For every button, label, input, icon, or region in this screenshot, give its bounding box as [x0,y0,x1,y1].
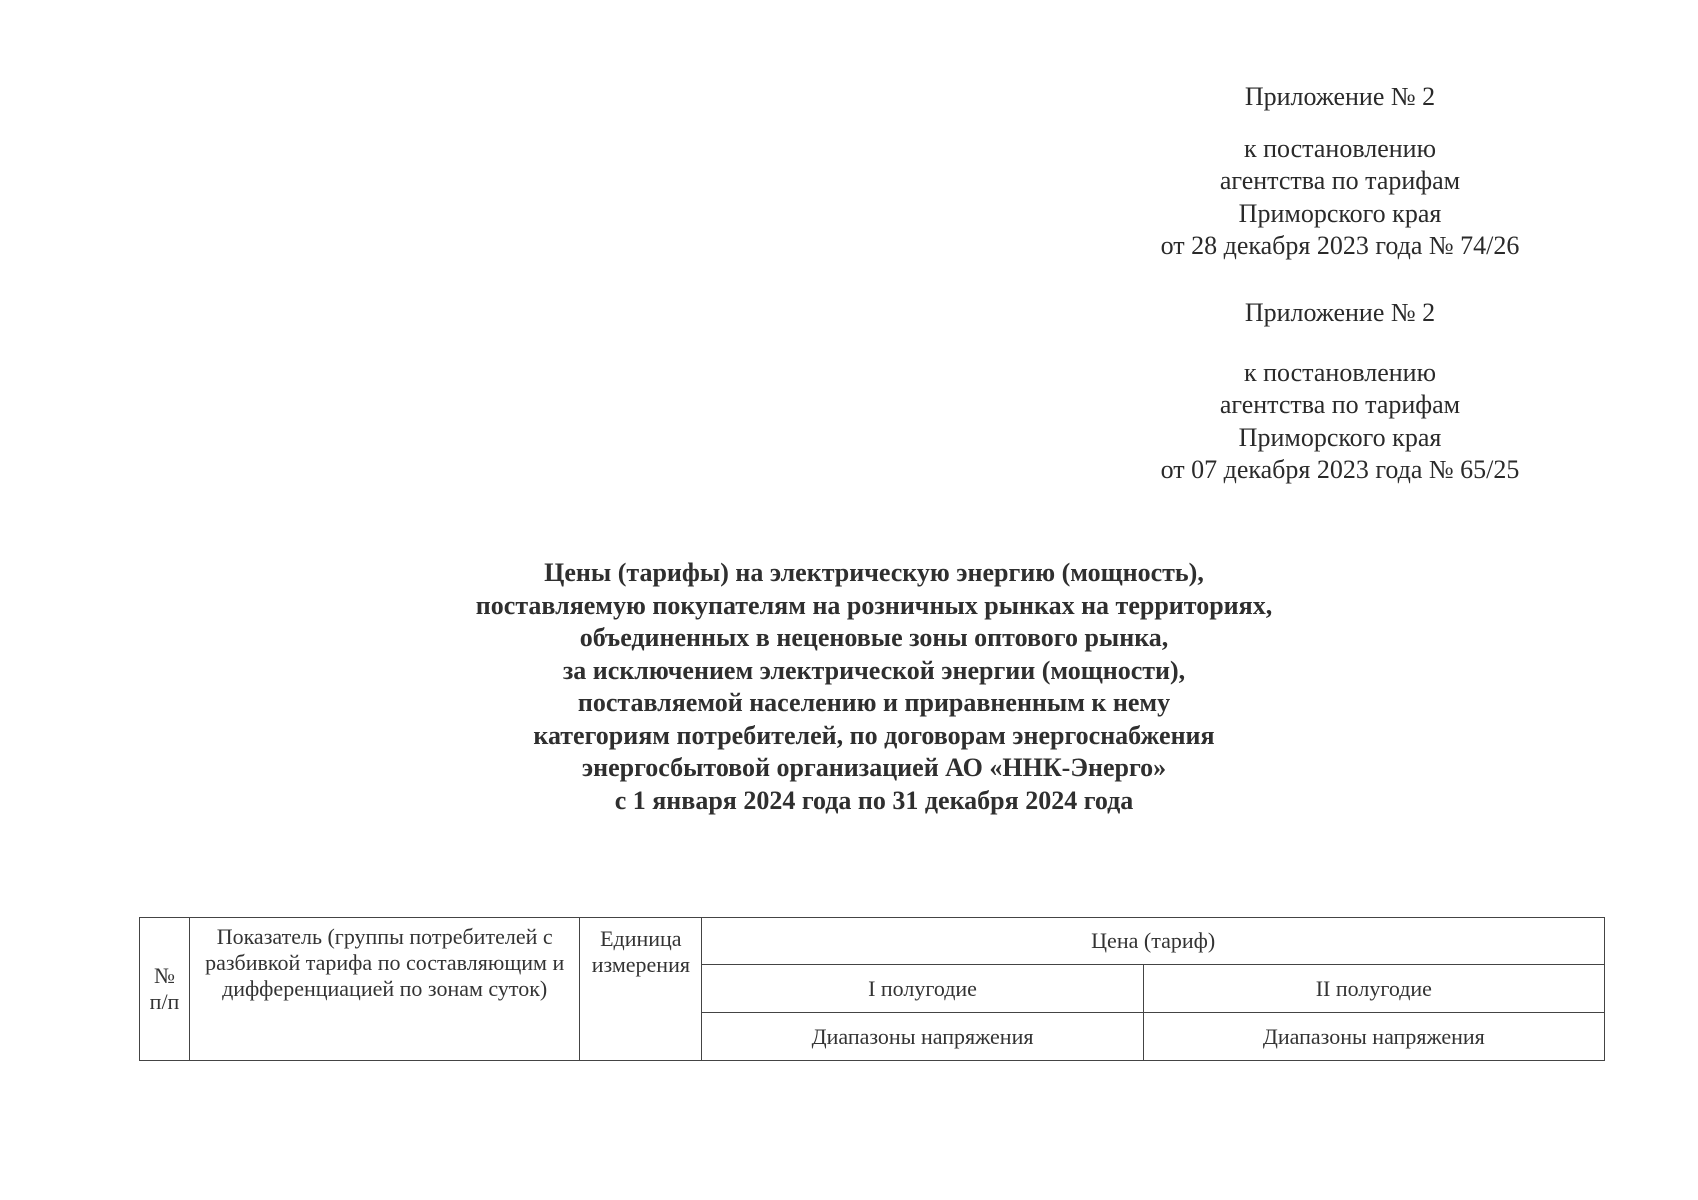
annex-line: Приморского края [1238,422,1442,452]
table-header-row [140,918,1605,965]
header-indicator-label: Показатель (группы потребителей с разбивкой тарифа по составляющим и дифференциацией по зонам суток) [205,924,565,1001]
annex-title: Приложение № 2 [1244,82,1436,111]
header-half-year-1 [702,965,1143,1013]
document-title-line: Цены (тарифы) на электрическую энергию (мощность), [544,558,1204,587]
annex-line: к постановлению [1243,357,1437,387]
header-voltage-ranges-1-label: Диапазоны напряжения [811,1023,1034,1049]
document-title-line: с 1 января 2024 года по 31 декабря 2024 года [614,785,1134,815]
tariff-table [139,917,1605,1061]
header-voltage-ranges-2 [1143,1013,1604,1061]
annex-reference-current [1090,81,1590,263]
annex-title: Приложение № 2 [1244,298,1436,327]
document-title-line: поставляемую покупателям на розничных рынках на территориях, [475,590,1273,620]
annex-line: агентства по тарифам [1219,166,1461,195]
header-indicator [190,918,580,1061]
annex-line: к постановлению [1243,133,1437,163]
document-title-line: категориям потребителей, по договорам энергоснабжения [533,720,1215,750]
document-title-line: объединенных в неценовые зоны оптового рынка, [579,623,1169,652]
header-unit-label: Единица измерения [591,926,690,977]
header-unit [580,918,702,1061]
header-row-number-label: № п/п [149,963,180,1014]
annex-date-number: от 28 декабря 2023 года № 74/26 [1160,231,1520,260]
annex-line: агентства по тарифам [1219,390,1461,419]
header-price-label: Цена (тариф) [1091,928,1216,953]
document-title-line: за исключением электрической энергии (мощности), [562,655,1186,685]
annex-date-number: от 07 декабря 2023 года № 65/25 [1160,455,1520,484]
document-title-line: поставляемой населению и приравненным к нему [577,688,1171,717]
document-title [349,557,1399,817]
annex-reference-original [1090,297,1590,487]
header-half-year-1-label: I полугодие [868,975,977,1001]
document-title-line: энергосбытовой организацией АО «ННК-Энерго» [581,753,1167,782]
header-half-year-2-label: II полугодие [1315,975,1432,1001]
header-voltage-ranges-1 [702,1013,1143,1061]
annex-line: Приморского края [1238,198,1442,228]
header-voltage-ranges-2-label: Диапазоны напряжения [1262,1023,1485,1049]
header-half-year-2 [1143,965,1604,1013]
header-price [702,918,1605,965]
header-row-number [140,918,190,1061]
